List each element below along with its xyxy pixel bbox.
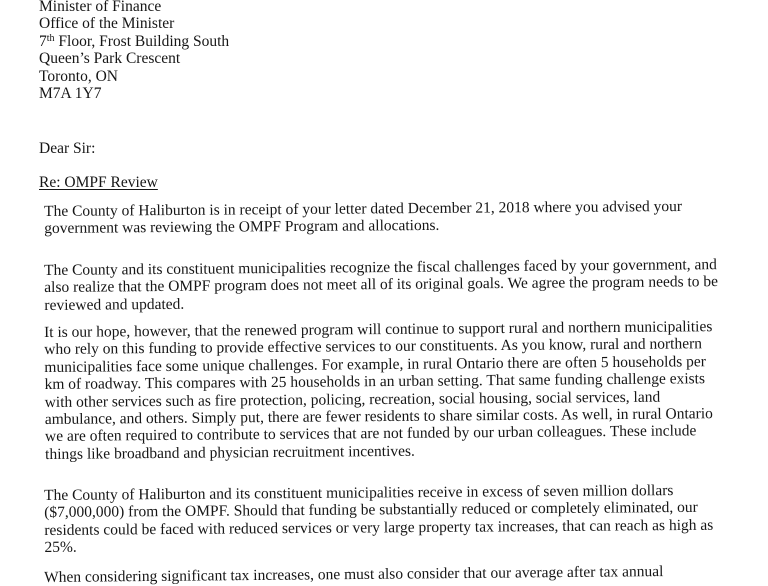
paragraph-line: The County of Haliburton is in receipt of your letter dated December 21, 2018 where you advised your (44, 197, 683, 220)
paragraph-line: ($7,000,000) from the OMPF. Should that funding be substantially reduced or completely eliminated, our (44, 499, 698, 522)
paragraph-line: When considering significant tax increases, one must also consider that our average after tax annual (44, 563, 664, 586)
paragraph-line: who rely on this funding to provide effective services to our constituents. As you know, rural and northern (44, 335, 703, 359)
subject-line: Re: OMPF Review (39, 174, 158, 191)
paragraph-line: It is our hope, however, that the renewed program will continue to support rural and northern municipalities (44, 318, 713, 341)
paragraph-funding-amount (44, 482, 713, 557)
paragraph-tax-increases (44, 563, 663, 586)
paragraph-fiscal-challenges (44, 256, 718, 314)
paragraph-line: km of roadway. This compares with 25 households in an urban setting. That same funding challenge exists (44, 370, 706, 394)
paragraph-line: things like broadband and physician recruitment incentives. (45, 442, 415, 463)
address-line (39, 33, 229, 50)
floor-number: 7 (39, 32, 47, 50)
paragraph-line: The County and its constituent municipalities recognize the fiscal challenges faced by your government, and (44, 256, 717, 279)
address-line: Office of the Minister (39, 15, 175, 33)
recipient-address (39, 0, 229, 102)
paragraph-line: we are often required to contribute to services that are not funded by our urban colleagues. These include (44, 422, 697, 446)
address-line: Queen’s Park Crescent (39, 50, 181, 68)
floor-ordinal: th (46, 32, 55, 44)
floor-building: Floor, Frost Building South (54, 32, 230, 50)
paragraph-line: municipalities face some unique challenges. For example, in rural Ontario there are often 5 households per (44, 353, 706, 376)
paragraph-rural-challenges (44, 318, 713, 463)
paragraph-line: with other services such as fire protection, policing, recreation, social housing, social services, land (44, 388, 661, 411)
paragraph-line: also realize that the OMPF program does not meet all of its original goals. We agree the program needs to be (44, 273, 719, 297)
paragraph-line: 25%. (44, 538, 77, 557)
paragraph-line: ambulance, and others. Simply put, there are fewer residents to share similar costs. As well, in rural Ontario (44, 405, 713, 429)
paragraph-line: government was reviewing the OMPF Program and allocations. (44, 217, 440, 238)
address-line: M7A 1Y7 (39, 85, 102, 103)
paragraph-receipt (44, 198, 682, 238)
address-line: Minister of Finance (39, 0, 162, 15)
salutation: Dear Sir: (39, 140, 96, 157)
paragraph-line: reviewed and updated. (44, 295, 185, 314)
paragraph-line: The County of Haliburton and its constituent municipalities receive in excess of seven million dollars (44, 482, 674, 504)
paragraph-line: residents could be faced with reduced services or very large property tax increases, that can reach as high as (44, 516, 714, 539)
address-line: Toronto, ON (39, 67, 118, 85)
